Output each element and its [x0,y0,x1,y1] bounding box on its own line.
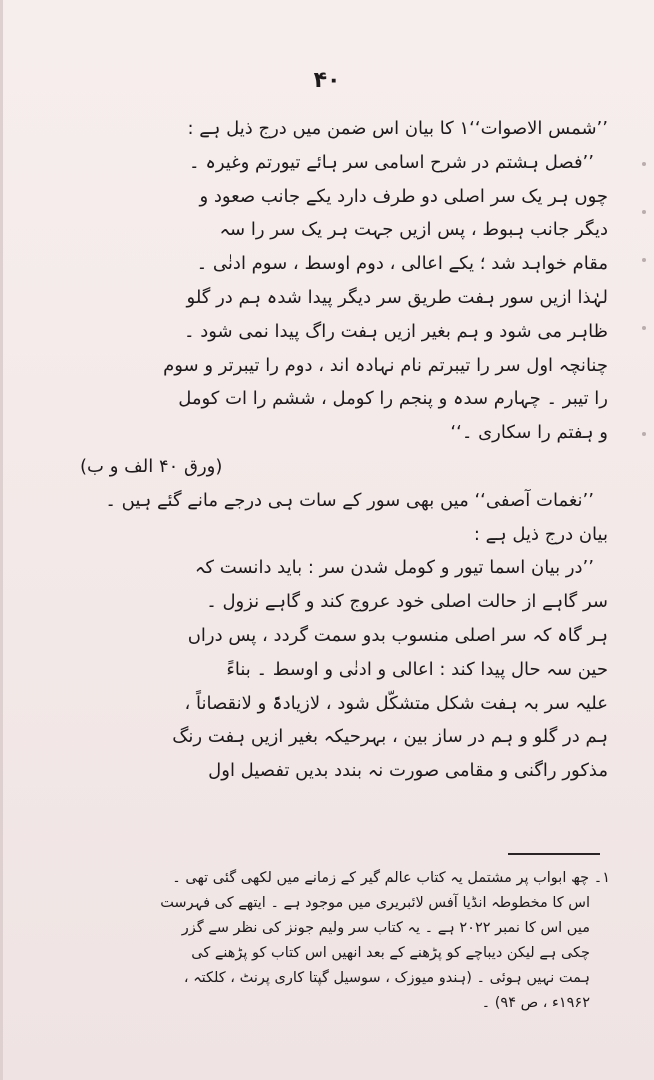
margin-dot [642,258,646,262]
body-line: ظاہر می شود و ہم بغیر ازیں ہفت راگ پیدا نمی شود ۔ [183,320,608,342]
page-number: ۴۰ [313,68,341,93]
body-line: ہم در گلو و ہم در ساز بین ، بہرحیکہ بغیر ازیں ہفت رنگ [172,726,608,748]
footnote-line: اس کا مخطوطہ انڈیا آفس لائبریری میں موجود ہے ۔ ایتھے کی فہرست [160,895,590,911]
body-line: ’’فصل ہشتم در شرح اسامی سر ہائے تیورتم وغیرہ ۔ [189,151,594,173]
body-line: را تیبر ۔ چہارم سدہ و پنجم را کومل ، ششم را ات کومل [178,388,608,410]
body-line: علیہ سر بہ ہفت شکل متشکّل شود ، لازیادۃً و لانقصاناً ، [184,692,608,714]
body-line: حین سہ حال پیدا کند : اعالی و ادنٰی و اوسط ۔ بناءً [226,658,608,680]
citation-reference: (ورق ۴۰ الف و ب) [80,455,223,477]
body-line: ہر گاہ کہ سر اصلی منسوب بدو سمت گردد ، پس دراں [187,624,608,646]
footnote-line: ۱۹۶۲ء ، ص ۹۴) ۔ [481,995,590,1011]
body-line: دیگر جانب ہبوط ، پس ازیں جہت ہر یک سر را سہ [219,219,608,241]
body-line: لہٰذا ازیں سور ہفت طریق سر دیگر پیدا شدہ ہم در گلو [186,286,608,308]
margin-dot [642,162,646,166]
body-line: ’’شمس الاصوات‘‘۱ کا بیان اس ضمن میں درج ذیل ہے : [187,118,608,139]
body-line: بیان درج ذیل ہے : [473,523,608,545]
body-line: چنانچہ اول سر را تیبرتم نام نہادہ اند ، دوم را تیبرتر و سوم [163,354,608,376]
body-line: و ہفتم را سکاری ۔‘‘ [450,422,608,444]
margin-dot [642,326,646,330]
footnote-divider [508,853,600,855]
margin-dot [642,432,646,436]
margin-dot [642,210,646,214]
footnote [40,866,610,1016]
body-line: چوں ہر یک سر اصلی دو طرف دارد یکے جانب صعود و [199,185,608,207]
body-line: مقام خواہد شد ؛ یکے اعالی ، دوم اوسط ، سوم ادنٰی ۔ [196,253,608,275]
body-line: ’’نغمات آصفی‘‘ میں بھی سور کے سات ہی درجے مانے گئے ہیں ۔ [105,489,594,511]
footnote-line: ۱۔ چھ ابواب پر مشتمل یہ کتاب عالم گیر کے زمانے میں لکھی گئی تھی ۔ [172,870,610,886]
footnote-line: ہمت نہیں ہوئی ۔ (ہندو میوزک ، سوسیل گپتا کاری پرنٹ ، کلکتہ ، [183,970,590,986]
footnote-line: میں اس کا نمبر ۲۰۲۲ ہے ۔ یہ کتاب سر ولیم جونز کی نظر سے گزر [181,920,590,936]
body-text [40,112,608,788]
body-line: مذکور راگنی و مقامی صورت نہ بندد بدیں تفصیل اول [208,760,608,782]
body-line: ’’در بیان اسما تیور و کومل شدن سر : باید دانست کہ [194,557,594,579]
page-edge-shadow [0,0,3,1080]
body-line: سر گاہے از حالت اصلی خود عروج کند و گاہے نزول ۔ [206,591,608,613]
footnote-line: چکی ہے لیکن دیباچے کو پڑھنے کے بعد انھیں اس کتاب کو پڑھنے کی [191,945,590,961]
